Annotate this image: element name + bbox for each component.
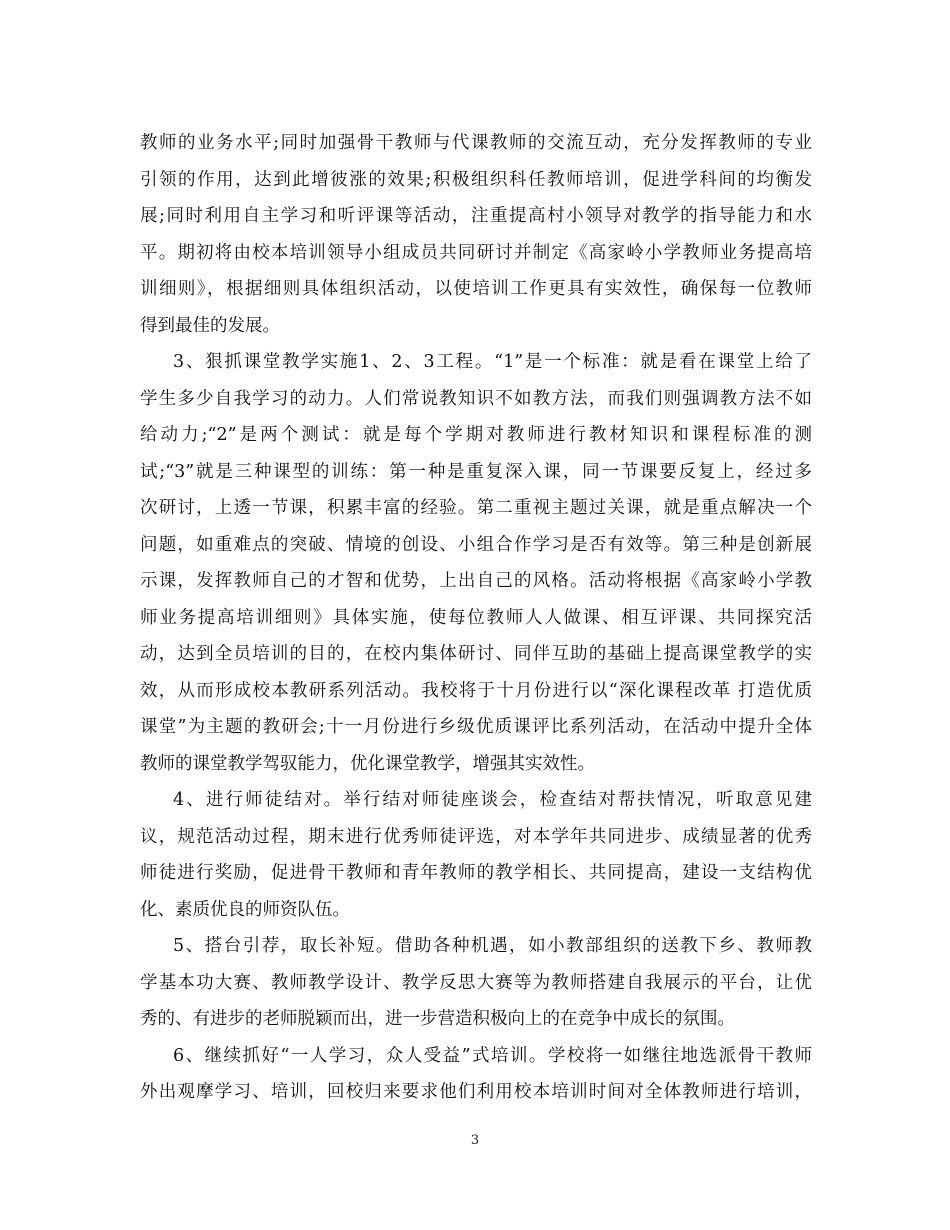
text-line: 3、狠抓课堂教学实施1、2、3工程。“1”是一个标准：就是看在课堂上给了 <box>173 352 812 372</box>
text-line: 教师的业务水平;同时加强骨干教师与代课教师的交流互动，充分发挥教师的专业 <box>140 133 812 153</box>
text-line: 6、继续抓好“一人学习，众人受益”式培训。学校将一如继往地选派骨干教师 <box>173 1045 812 1066</box>
page-number: 3 <box>470 1133 480 1148</box>
text-line: 学基本功大赛、教师教学设计、教学反思大赛等为教师搭建自我展示的平台，让优 <box>140 972 812 993</box>
text-line: 秀的、有进步的老师脱颖而出，进一步营造积极向上的在竞争中成长的氛围。 <box>140 1009 735 1029</box>
text-line: 议，规范活动过程，期末进行优秀师徒评选，对本学年共同进步、成绩显著的优秀 <box>140 826 812 847</box>
text-line: 化、素质优良的师资队伍。 <box>140 899 350 920</box>
text-line: 4、进行师徒结对。举行结对师徒座谈会，检查结对帮扶情况，听取意见建 <box>173 790 812 810</box>
text-line: 给动力;“2”是两个测试：就是每个学期对教师进行教材知识和课程标准的测 <box>140 425 812 445</box>
text-line: 问题，如重难点的突破、情境的创设、小组合作学习是否有效等。第三种是创新展 <box>140 534 812 555</box>
text-line: 学生多少自我学习的动力。人们常说教知识不如教方法，而我们则强调教方法不如 <box>140 388 812 409</box>
text-line: 课堂”为主题的教研会;十一月份进行乡级优质课评比系列活动，在活动中提升全体 <box>140 717 812 737</box>
text-line: 展;同时利用自主学习和听评课等活动，注重提高村小领导对教学的指导能力和水 <box>140 206 812 226</box>
body-text <box>140 125 812 1111</box>
text-line: 得到最佳的发展。 <box>140 315 280 336</box>
text-line: 示课，发挥教师自己的才智和优势，上出自己的风格。活动将根据《高家岭小学教 <box>140 571 812 591</box>
text-line: 效，从而形成校本教研系列活动。我校将于十月份进行以“深化课程改革 打造优质 <box>140 680 812 701</box>
text-line: 次研讨，上透一节课，积累丰富的经验。第二重视主题过关课，就是重点解决一个 <box>140 498 812 518</box>
text-line: 平。期初将由校本培训领导小组成员共同研讨并制定《高家岭小学教师业务提高培 <box>140 242 812 263</box>
text-line: 引领的作用，达到此增彼涨的效果;积极组织科任教师培训，促进学科间的均衡发 <box>140 169 812 190</box>
text-line: 训细则》，根据细则具体组织活动，以使培训工作更具有实效性，确保每一位教师 <box>140 279 812 299</box>
text-line: 教师的课堂教学驾驭能力，优化课堂教学，增强其实效性。 <box>140 753 595 774</box>
text-line: 师业务提高培训细则》具体实施，使每位教师人人做课、相互评课、共同探究活 <box>140 607 812 628</box>
text-line: 师徒进行奖励，促进骨干教师和青年教师的教学相长、共同提高，建设一支结构优 <box>140 863 812 883</box>
text-line: 外出观摩学习、培训，回校归来要求他们利用校本培训时间对全体教师进行培训， <box>140 1082 812 1102</box>
text-line: 试;“3”就是三种课型的训练：第一种是重复深入课，同一节课要反复上，经过多 <box>140 461 812 482</box>
text-line: 动，达到全员培训的目的，在校内集体研讨、同伴互助的基础上提高课堂教学的实 <box>140 644 812 664</box>
text-line: 5、搭台引荐，取长补短。借助各种机遇，如小教部组织的送教下乡、教师教 <box>173 936 812 956</box>
